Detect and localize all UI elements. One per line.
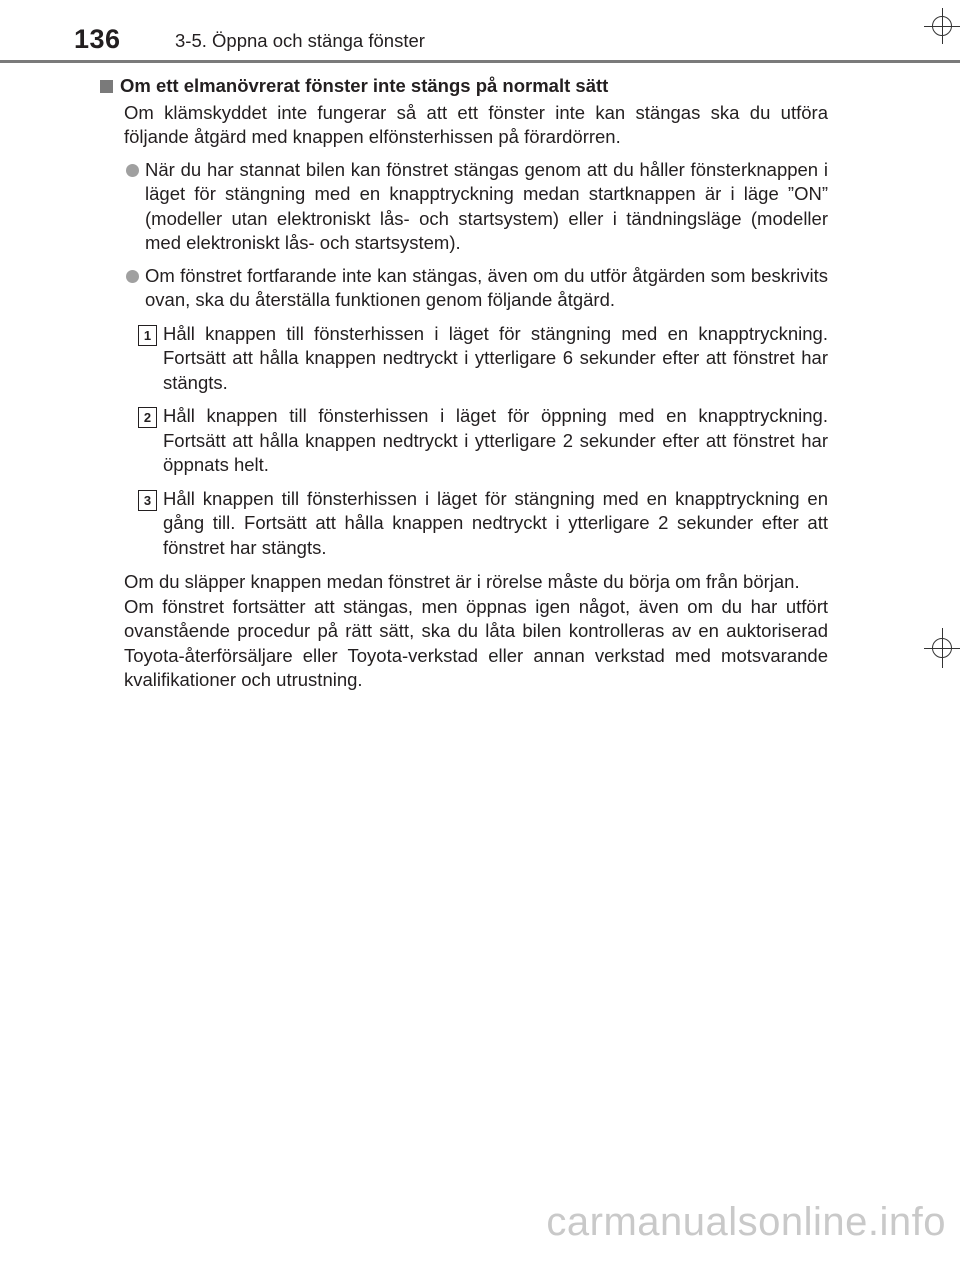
intro-paragraph: Om klämskyddet inte fungerar så att ett fönster inte kan stängas ska du utföra följande åtgärd med knappen elfönsterhissen på förardörren.	[124, 101, 828, 147]
section-heading-text: Om ett elmanövrerat fönster inte stängs på normalt sätt	[120, 75, 609, 96]
step-item	[138, 322, 828, 396]
closing-text-restart: Om du släpper knappen medan fönstret är i rörelse måste du börja om från början.	[124, 571, 800, 592]
watermark: carmanualsonline.info	[546, 1200, 946, 1244]
bullet-item	[126, 264, 828, 313]
step-number-badge: 3	[138, 490, 157, 511]
bullet-dot-icon	[126, 164, 139, 177]
bullet-text: Om fönstret fortfarande inte kan stängas, även om du utför åtgärden som beskrivits ovan, ska du återställa funktionen genom följande åtgärd.	[145, 264, 828, 310]
bullet-text: När du har stannat bilen kan fönstret stängas genom att du håller fönsterknappen i läget för stängning med en knapptryckning medan startknappen är i läge ”ON” (modeller utan elektroniskt lås- och startsystem) eller i tändningsläge (modeller med elektroniskt lås- och startsystem).	[145, 158, 828, 253]
section-heading	[100, 74, 828, 99]
page-number: 136	[74, 24, 121, 54]
step-item	[138, 404, 828, 478]
step-text: Håll knappen till fönsterhissen i läget för stängning med en knapptryckning. Fortsätt att hålla knappen nedtryckt i ytterligare 6 sekunder efter att fönstret har stängts.	[163, 322, 828, 393]
running-head: 3-5. Öppna och stänga fönster	[175, 30, 425, 51]
header-rule	[0, 60, 960, 63]
step-number-badge: 2	[138, 407, 157, 428]
closing-paragraph	[124, 570, 828, 693]
crop-mark-right	[924, 628, 960, 668]
step-text: Håll knappen till fönsterhissen i läget för stängning med en knapptryckning en gång till. Fortsätt att hålla knappen nedtryckt i ytterligare 2 sekunder efter att fönstret har stängts.	[163, 487, 828, 558]
bullet-dot-icon	[126, 270, 139, 283]
heading-square-icon	[100, 80, 113, 93]
step-item	[138, 487, 828, 561]
closing-text-inspection: Om fönstret fortsätter att stängas, men öppnas igen något, även om du har utfört ovanstående procedur på rätt sätt, ska du låta bilen kontrolleras av en auktoriserad Toyota-återförsäljare eller Toyota-verkstad eller annan verkstad med motsvarande kvalifikationer och utrustning.	[124, 595, 828, 690]
step-number-badge: 1	[138, 325, 157, 346]
crop-mark-top-right	[924, 8, 960, 44]
content	[100, 74, 828, 693]
step-text: Håll knappen till fönsterhissen i läget för öppning med en knapptryckning. Fortsätt att hålla knappen nedtryckt i ytterligare 2 sekunder efter att fönstret har öppnats helt.	[163, 405, 828, 475]
bullet-item	[126, 158, 828, 256]
